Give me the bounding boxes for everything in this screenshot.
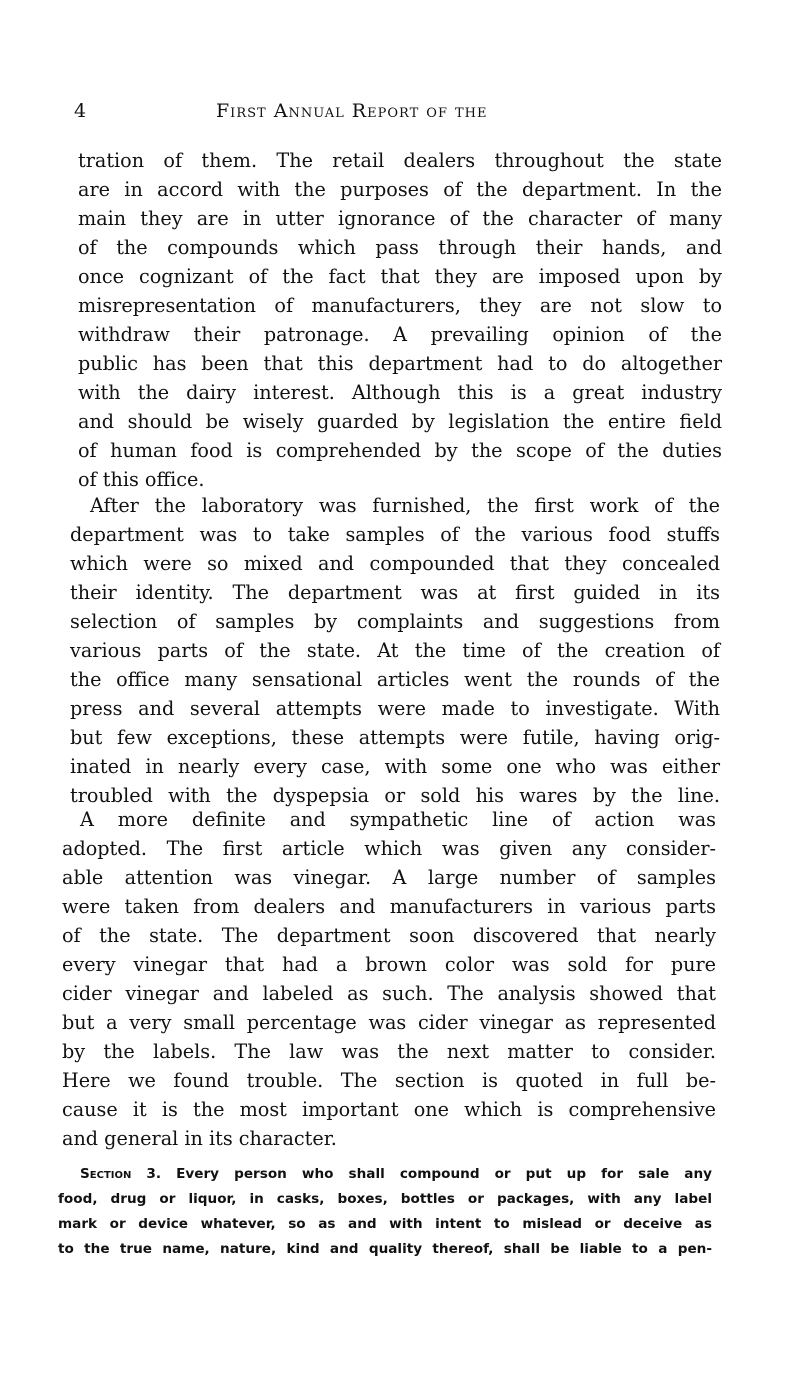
text-line: misrepresentation of manufacturers, they are not slow to (78, 294, 722, 317)
text-line: with the dairy interest. Although this is a great industry (78, 381, 722, 404)
quote-line-rest: Every person who shall compound or put up for sale any (176, 1166, 713, 1182)
quote-line: mark or device whatever, so as and with intent to mislead or deceive as (58, 1216, 712, 1232)
page-header (74, 100, 724, 126)
text-line: of the compounds which pass through their hands, and (78, 236, 722, 259)
text-line: various parts of the state. At the time of the creation of (70, 639, 720, 662)
text-line: of the state. The department soon discovered that nearly (62, 924, 716, 947)
section-label: Section 3. (80, 1166, 162, 1182)
text-line: of human food is comprehended by the scope of the duties (78, 439, 722, 462)
text-line: every vinegar that had a brown color was sold for pure (62, 953, 716, 976)
text-line: the office many sensational articles went the rounds of the (70, 668, 720, 691)
text-line: of this office. (78, 468, 205, 491)
text-line: are in accord with the purposes of the department. In the (78, 178, 722, 201)
text-line: press and several attempts were made to investigate. With (70, 697, 720, 720)
text-line: their identity. The department was at first guided in its (70, 581, 720, 604)
text-line: were taken from dealers and manufacturers in various parts (62, 895, 716, 918)
paragraph-1 (78, 146, 722, 494)
text-line: cider vinegar and labeled as such. The analysis showed that (62, 982, 716, 1005)
text-line: once cognizant of the fact that they are imposed upon by (78, 265, 722, 288)
text-line: selection of samples by complaints and suggestions from (70, 610, 720, 633)
text-line: tration of them. The retail dealers throughout the state (78, 149, 722, 172)
text-line: A more definite and sympathetic line of action was (80, 808, 716, 831)
text-line: but few exceptions, these attempts were futile, having orig- (70, 726, 720, 749)
text-line: able attention was vinegar. A large number of samples (62, 866, 716, 889)
text-line: and should be wisely guarded by legislation the entire field (78, 410, 722, 433)
text-line: troubled with the dyspepsia or sold his wares by the line. (70, 784, 720, 807)
text-line: inated in nearly every case, with some one who was either (70, 755, 720, 778)
text-line: and general in its character. (62, 1127, 337, 1150)
text-line: but a very small percentage was cider vinegar as represented (62, 1011, 716, 1034)
text-line: public has been that this department had to do altogether (78, 352, 722, 375)
running-title: First Annual Report of the (216, 100, 488, 122)
quoted-statute (58, 1162, 712, 1262)
quote-line: food, drug or liquor, in casks, boxes, bottles or packages, with any label (58, 1191, 712, 1207)
text-line: withdraw their patronage. A prevailing opinion of the (78, 323, 722, 346)
text-line: cause it is the most important one which is comprehensive (62, 1098, 716, 1121)
paragraph-3 (62, 805, 716, 1153)
paragraph-2 (70, 491, 720, 810)
page-number: 4 (74, 100, 88, 122)
text-line: main they are in utter ignorance of the character of many (78, 207, 722, 230)
text-line: department was to take samples of the various food stuffs (70, 523, 720, 546)
text-line: which were so mixed and compounded that they concealed (70, 552, 720, 575)
text-line: by the labels. The law was the next matter to consider. (62, 1040, 716, 1063)
quote-first-line (80, 1162, 712, 1187)
text-line: adopted. The first article which was given any consider- (62, 837, 716, 860)
text-line: Here we found trouble. The section is quoted in full be- (62, 1069, 716, 1092)
quote-line: to the true name, nature, kind and quality thereof, shall be liable to a pen- (58, 1241, 712, 1257)
text-line: After the laboratory was furnished, the first work of the (90, 494, 720, 517)
